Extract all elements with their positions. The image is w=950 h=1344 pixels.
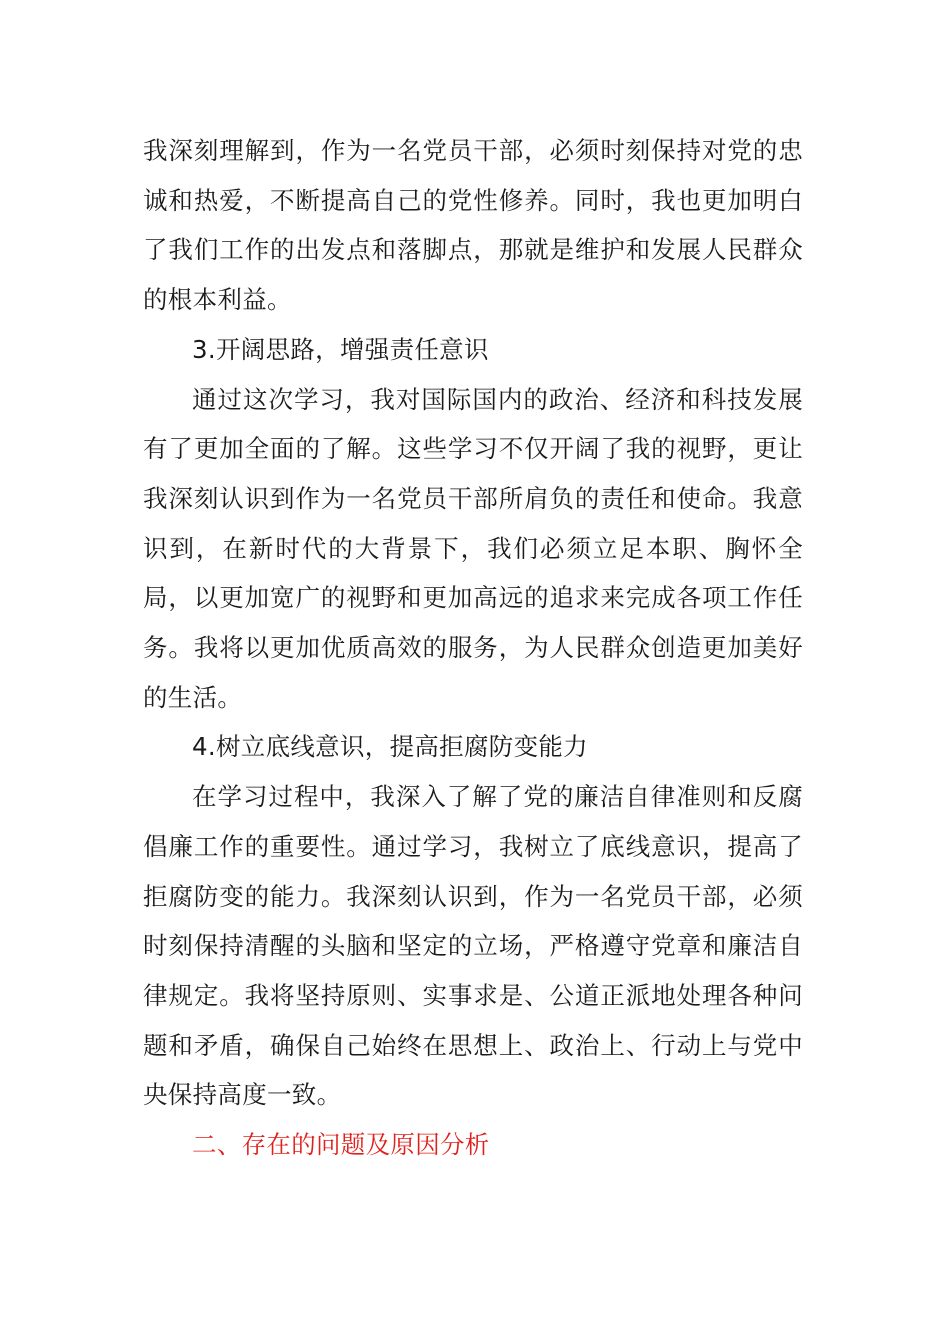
subheading-4: 4.树立底线意识，提高拒腐防变能力 (192, 732, 588, 762)
subheading-3: 3.开阔思路，增强责任意识 (192, 334, 489, 364)
paragraph-broaden-thinking: 通过这次学习，我对国际国内的政治、经济和科技发展有了更加全面的了解。这些学习不仅开阔了我的视野，更让我深刻认识到作为一名党员干部所肩负的责任和使命。我意识到，在新时代的大背景下，我们必须立足本职、胸怀全局，以更加宽广的视野和更加高远的追求来完成各项工作任务。我将以更加优质高效的服务，为人民群众创造更加美好的生活。 (143, 384, 803, 712)
document-body (143, 126, 803, 1170)
paragraph-bottom-line: 在学习过程中，我深入了解了党的廉洁自律准则和反腐倡廉工作的重要性。通过学习，我树立了底线意识，提高了拒腐防变的能力。我深刻认识到，作为一名党员干部，必须时刻保持清醒的头脑和坚定的立场，严格遵守党章和廉洁自律规定。我将坚持原则、实事求是、公道正派地处理各种问题和矛盾，确保自己始终在思想上、政治上、行动上与党中央保持高度一致。 (143, 782, 803, 1110)
section-heading-problems: 二、存在的问题及原因分析 (192, 1130, 490, 1160)
paragraph-continuation: 我深刻理解到，作为一名党员干部，必须时刻保持对党的忠诚和热爱，不断提高自己的党性修养。同时，我也更加明白了我们工作的出发点和落脚点，那就是维护和发展人民群众的根本利益。 (143, 136, 803, 315)
